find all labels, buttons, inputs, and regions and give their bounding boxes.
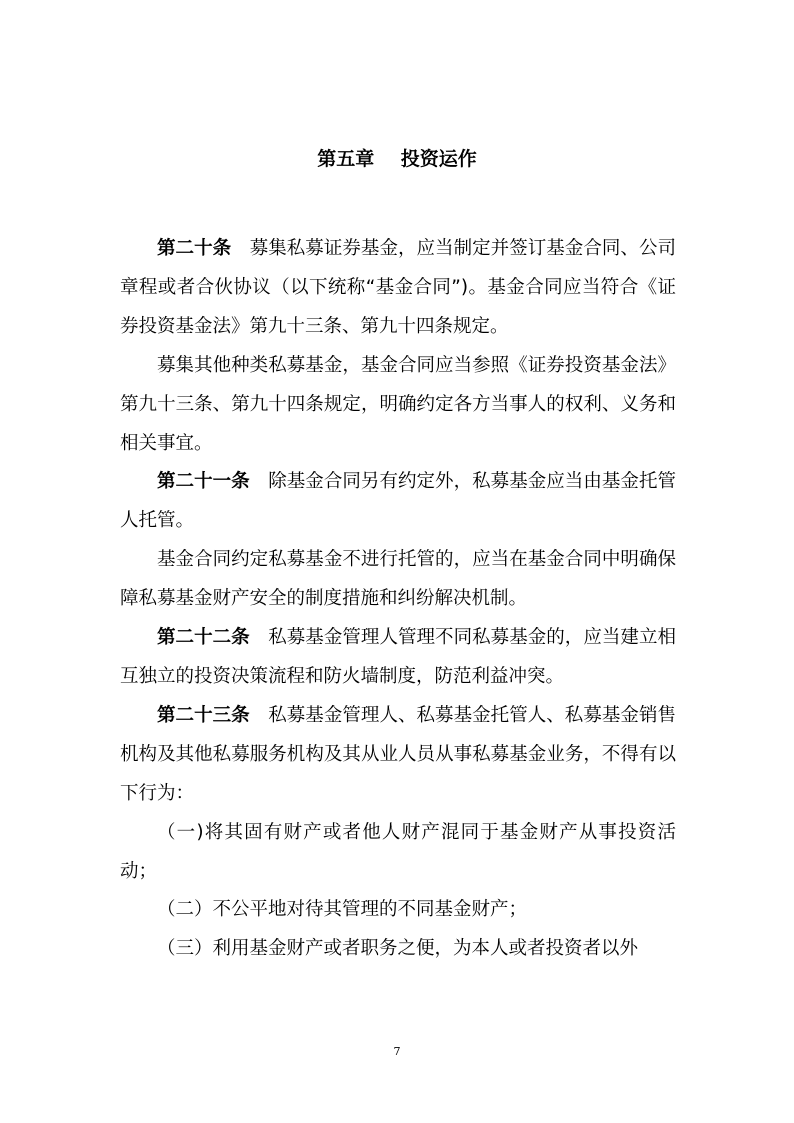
article-number: 第二十条 [157, 238, 232, 259]
paragraph-article-23 [120, 697, 676, 814]
paragraph-text: （三）利用基金财产或者职务之便，为本人或者投资者以外 [157, 938, 639, 960]
paragraph-article-20 [120, 230, 676, 347]
page-number: 7 [393, 1045, 401, 1058]
paragraph-text: 除基金合同另有约定外，私募基金应当由基金托管人托管。 [120, 471, 676, 532]
list-item [120, 930, 676, 969]
paragraph-text: 私募基金管理人管理不同私募基金的，应当建立相互独立的投资决策流程和防火墙制度，防范利益冲突。 [120, 627, 676, 687]
list-item [120, 891, 676, 930]
paragraph [120, 347, 676, 464]
body-text [120, 230, 676, 969]
paragraph-text: 私募基金管理人、私募基金托管人、私募基金销售机构及其他私募服务机构及其从业人员从事私募基金业务，不得有以下行为： [120, 704, 676, 804]
list-item [120, 814, 676, 892]
paragraph-text: 募集其他种类私募基金，基金合同应当参照《证券投资基金法》第九十三条、第九十四条规定，明确约定各方当事人的权利、义务和相关事宜。 [120, 354, 676, 454]
paragraph-article-22 [120, 619, 676, 697]
article-number: 第二十三条 [157, 704, 250, 726]
article-number: 第二十二条 [157, 627, 250, 649]
paragraph [120, 541, 676, 619]
paragraph-text: （二）不公平地对待其管理的不同基金财产； [157, 899, 528, 921]
paragraph-text: （一)将其固有财产或者他人财产混同于基金财产从事投资活动； [120, 821, 676, 882]
paragraph-text: 募集私募证券基金，应当制定并签订基金合同、公司章程或者合伙协议（以下统称“基金合同”)。基金合同应当符合《证券投资基金法》第九十三条、第九十四条规定。 [120, 238, 676, 337]
paragraph-article-21 [120, 463, 676, 541]
article-number: 第二十一条 [157, 471, 250, 493]
chapter-title: 第五章 投资运作 [317, 148, 477, 170]
paragraph-text: 基金合同约定私募基金不进行托管的，应当在基金合同中明确保障私募基金财产安全的制度措施和纠纷解决机制。 [120, 549, 676, 610]
